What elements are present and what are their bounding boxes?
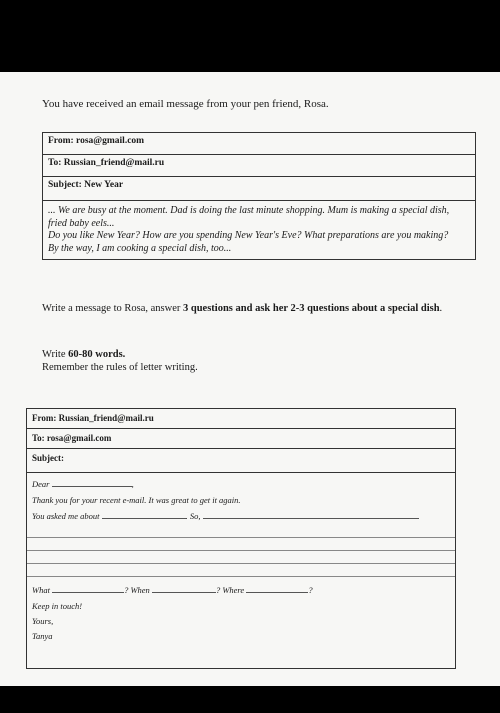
email-subject: Subject: New Year <box>43 177 475 201</box>
closing-line: Keep in touch! <box>32 601 83 611</box>
thanks-line: Thank you for your recent e-mail. It was great to get it again. <box>32 495 241 505</box>
incoming-email <box>42 132 476 260</box>
signature-name: Tanya <box>32 631 53 641</box>
writing-line[interactable] <box>27 525 455 538</box>
email-from: From: rosa@gmail.com <box>43 133 475 155</box>
yours-line: Yours, <box>32 616 54 626</box>
task-instructions: Write a message to Rosa, answer 3 questions and ask her 2-3 questions about a special dish. <box>42 303 443 314</box>
email-line: ... We are busy at the moment. Dad is doing the last minute shopping. Mum is making a special dish, fried baby eels... <box>48 205 450 229</box>
reply-email-form <box>26 408 456 669</box>
reply-to: To: rosa@gmail.com <box>27 429 455 449</box>
where-blank[interactable] <box>246 583 308 593</box>
name-blank[interactable] <box>52 477 132 487</box>
what-blank[interactable] <box>52 583 124 593</box>
email-to: To: Russian_friend@mail.ru <box>43 155 475 177</box>
email-line: Do you like New Year? How are you spending New Year's Eve? What preparations are you making? <box>48 230 449 241</box>
writing-line[interactable] <box>27 551 455 564</box>
email-body <box>43 201 475 259</box>
writing-line[interactable] <box>27 564 455 577</box>
asked-line: You asked me about . So, <box>32 509 450 525</box>
when-blank[interactable] <box>152 583 216 593</box>
reply-from: From: Russian_friend@mail.ru <box>27 409 455 429</box>
topic-blank[interactable] <box>102 509 186 519</box>
reply-body <box>27 473 455 648</box>
email-line: By the way, I am cooking a special dish, too... <box>48 242 232 254</box>
answer-blank[interactable] <box>203 509 419 519</box>
writing-line[interactable] <box>27 538 455 551</box>
intro-text: You have received an email message from your pen friend, Rosa. <box>42 98 329 110</box>
reply-subject[interactable]: Subject: <box>27 449 455 473</box>
rules-note: Remember the rules of letter writing. <box>42 362 198 373</box>
word-count-note: Write 60-80 words. Remember the rules of letter writing. <box>42 349 198 373</box>
greeting-line: Dear , <box>32 479 134 489</box>
questions-line: What ? When ? Where ? <box>32 585 313 595</box>
worksheet-page <box>0 72 500 686</box>
